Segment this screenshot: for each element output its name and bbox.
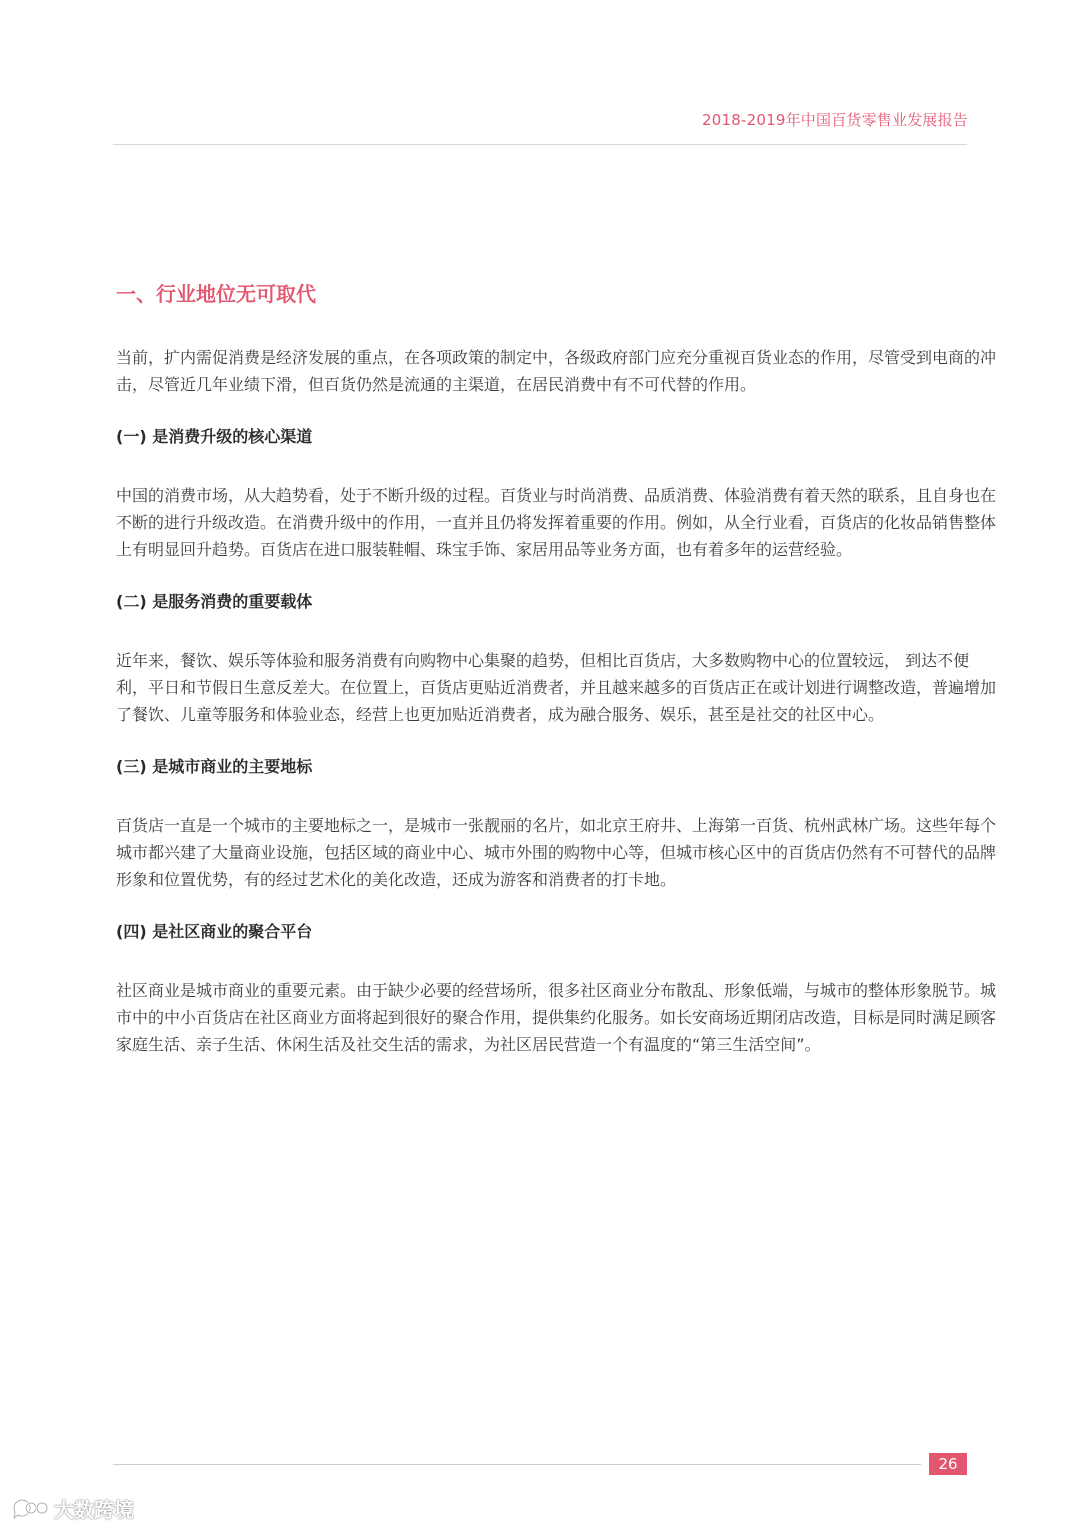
main-content: [116, 280, 996, 1084]
report-title: 2018-2019年中国百货零售业发展报告: [702, 111, 968, 129]
subsection-body-4: 社区商业是城市商业的重要元素。由于缺少必要的经营场所，很多社区商业分布散乱、形象低端，与城市的整体形象脱节。城市中的中小百货店在社区商业方面将起到很好的聚合作用，提供集约化服务。如长安商场近期闭店改造，目标是同时满足顾客家庭生活、亲子生活、休闲生活及社交生活的需求，为社区居民营造一个有温度的“第三生活空间”。: [116, 981, 997, 1054]
header-divider: [113, 144, 967, 145]
subsection-body-2: 近年来，餐饮、娱乐等体验和服务消费有向购物中心集聚的趋势，但相比百货店，大多数购物中心的位置较远， 到达不便利，平日和节假日生意反差大。在位置上，百货店更贴近消费者，并且越来越多的百货店正在或计划进行调整改造，普遍增加了餐饮、儿童等服务和体验业态，经营上也更加贴近消费者，成为融合服务、娱乐，甚至是社交的社区中心。: [116, 651, 997, 724]
subsection-body-1: 中国的消费市场，从大趋势看，处于不断升级的过程。百货业与时尚消费、品质消费、体验消费有着天然的联系，且自身也在不断的进行升级改造。在消费升级中的作用，一直并且仍将发挥着重要的作用。例如，从全行业看，百货店的化妆品销售整体上有明显回升趋势。百货店在进口服装鞋帽、珠宝手饰、家居用品等业务方面，也有着多年的运营经验。: [116, 486, 997, 559]
watermark: [10, 1493, 134, 1523]
section-intro: 当前，扩内需促消费是经济发展的重点，在各项政策的制定中，各级政府部门应充分重视百货业态的作用，尽管受到电商的冲击，尽管近几年业绩下滑，但百货仍然是流通的主渠道，在居民消费中有不可代替的作用。: [116, 348, 997, 394]
subsection-body-3: 百货店一直是一个城市的主要地标之一，是城市一张靓丽的名片，如北京王府井、上海第一百货、杭州武林广场。这些年每个城市都兴建了大量商业设施，包括区域的商业中心、城市外围的购物中心等，但城市核心区中的百货店仍然有不可替代的品牌形象和位置优势，有的经过艺术化的美化改造，还成为游客和消费者的打卡地。: [116, 816, 997, 889]
subsection-heading-3: (三) 是城市商业的主要地标: [116, 757, 313, 776]
footer-divider: [113, 1464, 921, 1465]
page-number: 26: [929, 1453, 967, 1475]
section-title: 一、行业地位无可取代: [116, 282, 316, 306]
watermark-text: 大数跨境: [54, 1497, 134, 1522]
subsection-heading-2: (二) 是服务消费的重要载体: [116, 592, 313, 611]
chat-bubble-logo-icon: [10, 1496, 48, 1520]
subsection-heading-1: (一) 是消费升级的核心渠道: [116, 427, 313, 446]
subsection-heading-4: (四) 是社区商业的聚合平台: [116, 922, 313, 941]
